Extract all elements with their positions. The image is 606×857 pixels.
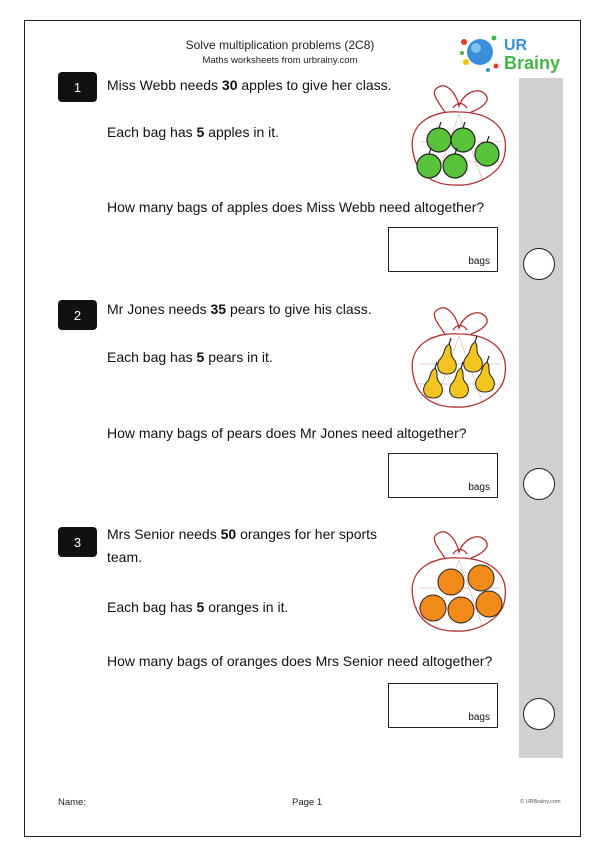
pear-bag-icon	[405, 304, 513, 410]
marks-strip	[519, 78, 563, 758]
question-3-prompt: How many bags of oranges does Mrs Senior need altogether?	[107, 653, 493, 669]
page-subtitle: Maths worksheets from urbrainy.com	[202, 55, 358, 66]
question-3-line-2: Each bag has 5 oranges in it.	[107, 599, 289, 615]
question-number-3: 3	[58, 527, 97, 557]
question-2-line-1: Mr Jones needs 35 pears to give his class.	[107, 301, 372, 317]
question-3-line-1b: team.	[107, 549, 143, 565]
answer-unit: bags	[468, 482, 490, 493]
urbrainy-logo	[458, 28, 576, 76]
answer-unit: bags	[468, 712, 490, 723]
answer-box-3[interactable]	[388, 683, 498, 728]
question-3-line-1: Mrs Senior needs 50 oranges for her sports	[107, 526, 378, 542]
question-1-prompt: How many bags of apples does Miss Webb need altogether?	[107, 199, 485, 215]
question-2-line-2: Each bag has 5 pears in it.	[107, 349, 273, 365]
question-2-prompt: How many bags of pears does Mr Jones need altogether?	[107, 425, 467, 441]
mark-circle-2[interactable]	[523, 468, 555, 500]
question-1-line-2: Each bag has 5 apples in it.	[107, 124, 280, 140]
mark-circle-1[interactable]	[523, 248, 555, 280]
svg-text:UR: UR	[504, 37, 528, 54]
page-title: Solve multiplication problems (2C8)	[185, 38, 375, 52]
question-1-line-1: Miss Webb needs 30 apples to give her class.	[107, 77, 392, 93]
name-label: Name:	[58, 797, 86, 808]
answer-box-1[interactable]	[388, 227, 498, 272]
answer-box-2[interactable]	[388, 453, 498, 498]
answer-unit: bags	[468, 256, 490, 267]
orange-bag-icon	[405, 528, 513, 634]
question-number-2: 2	[58, 300, 97, 330]
apple-bag-icon	[405, 82, 513, 188]
page-number: Page 1	[292, 797, 323, 808]
copyright: © URBrainy.com	[520, 799, 561, 805]
mark-circle-3[interactable]	[523, 698, 555, 730]
svg-text:Brainy: Brainy	[504, 53, 561, 73]
question-number-1: 1	[58, 72, 97, 102]
